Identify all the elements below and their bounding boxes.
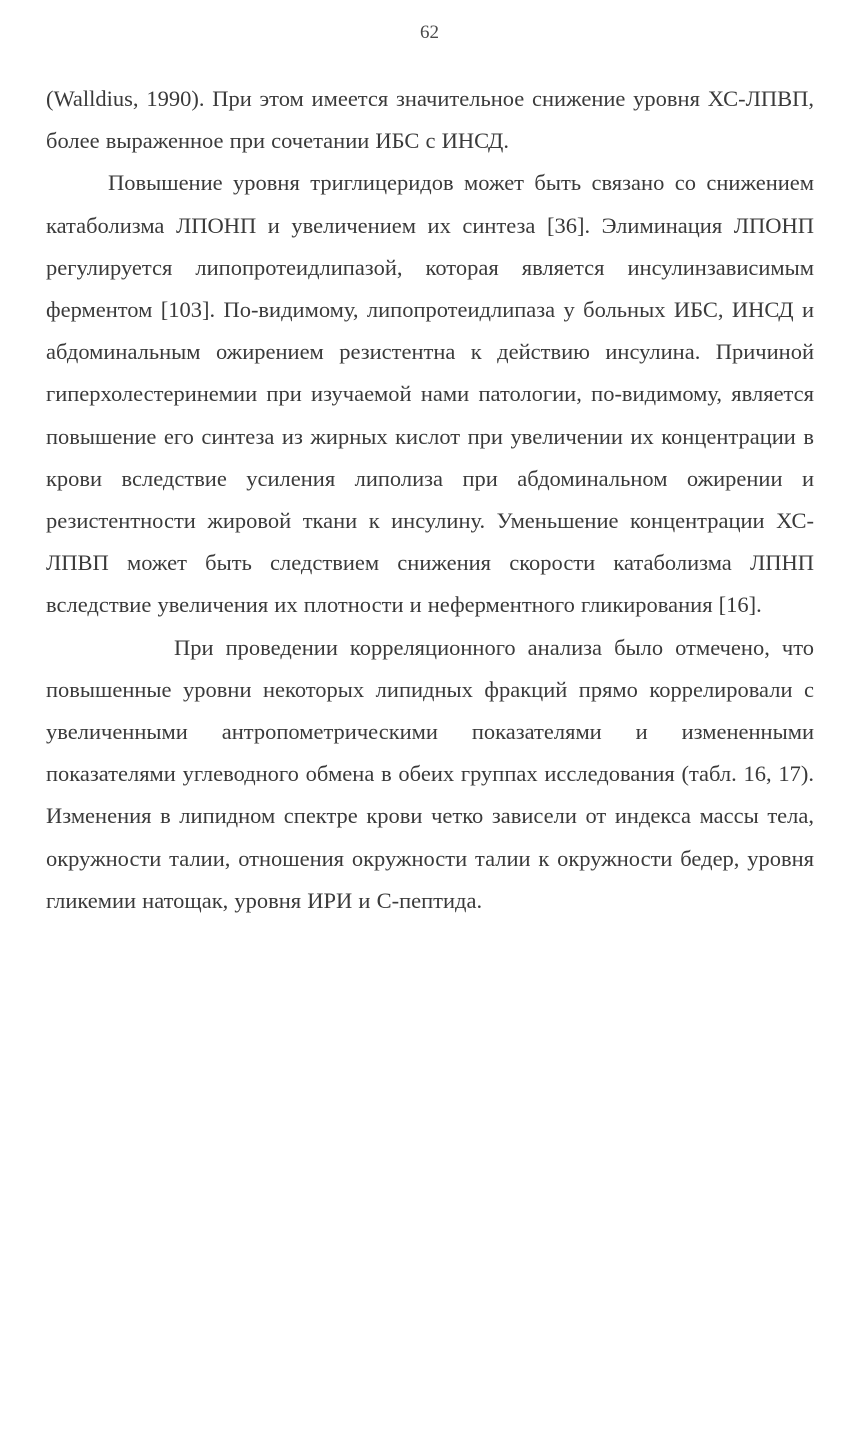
paragraph-1: (Walldius, 1990). При этом имеется значительное снижение уровня ХС-ЛПВП, более выраженное при сочетании ИБС с ИНСД.	[46, 86, 814, 154]
paragraph-2: Повышение уровня триглицеридов может быть связано со снижением катаболизма ЛПОНП и увеличением их синтеза [36]. Элиминация ЛПОНП регулируется липопротеидлипазой, которая является инсулинзависимым ферментом [103]. По-видимому, липопротеидлипаза у больных ИБС, ИНСД и абдоминальным ожирением резистентна к действию инсулина. Причиной гиперхолестеринемии при изучаемой нами патологии, по-видимому, является повышение его синтеза из жирных кислот при увеличении их концентрации в крови вследствие усиления липолиза при абдоминальном ожирении и резистентности жировой ткани к инсулину. Уменьшение концентрации ХС-ЛПВП может быть следствием снижения скорости катаболизма ЛПНП вследствие увеличения их плотности и неферментного гликирования [16].	[46, 170, 814, 618]
page-number: 62	[420, 22, 439, 43]
paragraph-3: При проведении корреляционного анализа было отмечено, что повышенные уровни некоторых липидных фракций прямо коррелировали с увеличенными антропометрическими показателями и измененными показателями углеводного обмена в обеих группах исследования (табл. 16, 17). Изменения в липидном спектре крови четко зависели от индекса массы тела, окружности талии, отношения окружности талии к окружности бедер, уровня гликемии натощак, уровня ИРИ и С-пептида.	[46, 634, 814, 913]
body-text	[46, 78, 814, 922]
